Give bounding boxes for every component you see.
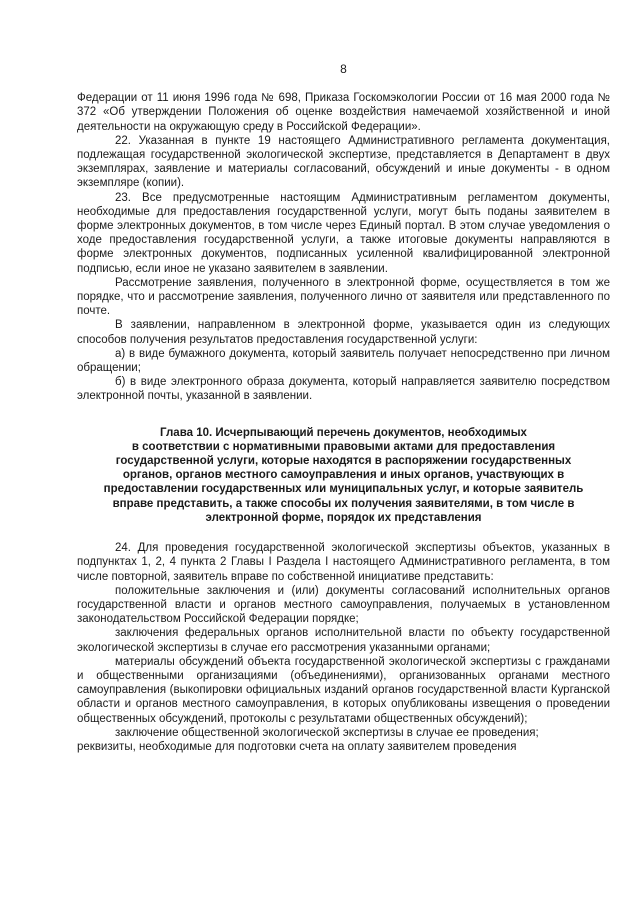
chapter-heading-line: электронной форме, порядок их представления — [205, 511, 482, 524]
paragraph: 22. Указанная в пункте 19 настоящего Административного регламента документация, подлежащая государственной экологической экспертизе, представляется в Департамент в двух экземплярах, заявление и материалы согласований, обсуждений и иные документы - в одном экземпляре (копии). — [77, 134, 610, 190]
paragraph: положительные заключения и (или) документы согласований исполнительных органов государственной власти и органов местного самоуправления, получаемых в установленном законодательством Российской Федерации порядке; — [77, 584, 610, 626]
paragraph: реквизиты, необходимые для подготовки счета на оплату заявителем проведения — [77, 740, 517, 753]
paragraph: 23. Все предусмотренные настоящим Административным регламентом документы, необходимые для предоставления государственной услуги, могут быть поданы заявителем в форме электронных документов, в том числе через Единый портал. В этом случае уведомления о ходе предоставления государственной услуги, а также итоговые документы направляются в форме электронных документов, подписанных усиленной квалифицированной электронной подписью, если иное не указано заявителем в заявлении. — [77, 191, 610, 275]
chapter-heading-line: Глава 10. Исчерпывающий перечень документов, необходимых — [160, 426, 527, 439]
paragraph: заключение общественной экологической экспертизы в случае ее проведения; — [115, 726, 539, 739]
chapter-heading-line: вправе представить, а также способы их получения заявителями, в том числе в — [112, 497, 575, 510]
paragraph: Рассмотрение заявления, полученного в электронной форме, осуществляется в том же порядке, что и рассмотрение заявления, полученного лично от заявителя или представленного по почте. — [77, 276, 610, 318]
chapter-heading-line: в соответствии с нормативными правовыми актами для предоставления — [131, 440, 556, 453]
paragraph: а) в виде бумажного документа, который заявитель получает непосредственно при личном обращении; — [77, 347, 610, 375]
chapter-heading-line: органов, органов местного самоуправления и иных органов, участвующих в — [122, 469, 565, 482]
paragraphs-top — [77, 91, 610, 403]
chapter-heading-line: предоставлении государственных или муниципальных услуг, и которые заявитель — [103, 483, 584, 496]
paragraph: 24. Для проведения государственной экологической экспертизы объектов, указанных в подпунктах 1, 2, 4 пункта 2 Главы I Раздела I настоящего Административного регламента, в том числе повторной, заявитель вправе по собственной инициативе представить: — [77, 542, 610, 583]
paragraph: заключения федеральных органов исполнительной власти по объекту государственной экологической экспертизы в случае его рассмотрения указанными органами; — [77, 627, 610, 654]
paragraph: Федерации от 11 июня 1996 года № 698, Приказа Госкомэкологии России от 16 мая 2000 года № 372 «Об утверждении Положения об оценке воздействия намечаемой хозяйственной и иной деятельности на окружающую среду в Российской Федерации». — [77, 92, 610, 133]
paragraph: б) в виде электронного образа документа, который направляется заявителю посредством электронной почты, указанной в заявлении. — [77, 376, 610, 403]
chapter-heading-line: государственной услуги, которые находятся в распоряжении государственных — [115, 455, 572, 468]
paragraph: материалы обсуждений объекта государственной экологической экспертизы с гражданами и общественными организациями (объединениями), организованных органами местного самоуправления (выкопировки официальных изданий органов государственной власти Курганской области и органов местного самоуправления, в которых опубликованы извещения о проведении общественных обсуждений, протоколы с результатами общественных обсуждений); — [77, 655, 610, 725]
page-number: 8 — [340, 62, 347, 76]
chapter-heading — [77, 426, 610, 525]
paragraph: В заявлении, направленном в электронной форме, указывается один из следующих способов получения результатов предоставления государственной услуги: — [77, 319, 610, 346]
paragraphs-bottom — [77, 541, 610, 754]
